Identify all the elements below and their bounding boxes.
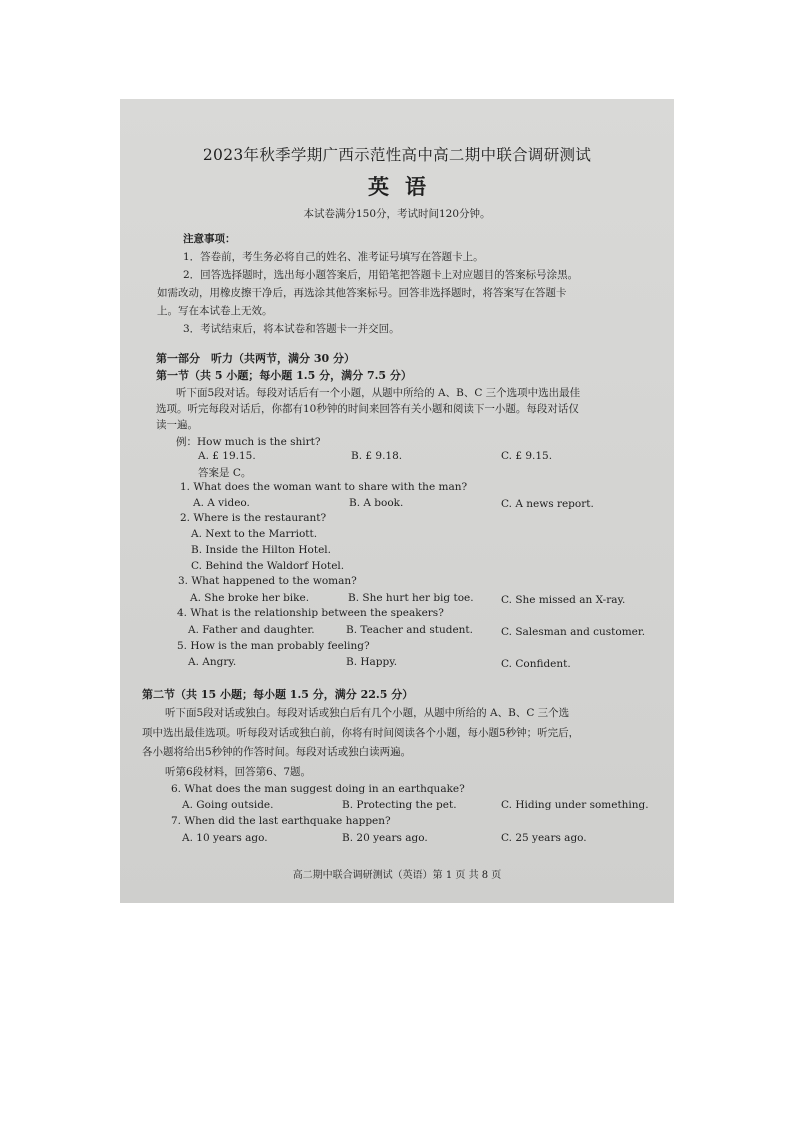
- section1-instruction: 读一遍。: [156, 419, 198, 431]
- page-footer: 高二期中联合调研测试（英语）第 1 页 共 8 页: [292, 870, 502, 881]
- option-b: B. She hurt her big toe.: [348, 592, 474, 604]
- option-b: B. Protecting the pet.: [342, 799, 457, 811]
- option-a: A. Father and daughter.: [188, 624, 315, 636]
- option-a: A. 10 years ago.: [182, 832, 268, 844]
- notice-line: 上。写在本试卷上无效。: [157, 305, 273, 317]
- section2-instruction: 各小题将给出5秒钟的作答时间。每段对话或独白读两遍。: [142, 746, 412, 758]
- option-b: B. 20 years ago.: [342, 832, 428, 844]
- exam-page: [120, 99, 674, 903]
- section2-instruction: 项中选出最佳选项。听每段对话或独白前，你将有时间阅读各个小题，每小题5秒钟；听完后，: [142, 727, 580, 739]
- option-b: B. Teacher and student.: [346, 624, 473, 636]
- section2-instruction: 听下面5段对话或独白。每段对话或独白后有几个小题，从题中所给的 A、B、C 三个选: [165, 707, 570, 719]
- option-c: C. A news report.: [501, 498, 594, 510]
- part1-heading: 第一部分 听力（共两节，满分 30 分）: [156, 352, 355, 365]
- section1-instruction: 选项。听完每段对话后，你都有10秒钟的时间来回答有关小题和阅读下一小题。每段对话仅: [156, 403, 579, 415]
- option-a: A. Going outside.: [182, 799, 274, 811]
- notice-heading: 注意事项：: [183, 233, 236, 245]
- option-b: B. £ 9.18.: [351, 450, 403, 462]
- question-3: 3. What happened to the woman?: [178, 575, 357, 587]
- notice-line: 如需改动，用橡皮擦干净后，再选涂其他答案标号。回答非选择题时，将答案写在答题卡: [157, 287, 567, 299]
- question-4: 4. What is the relationship between the speakers?: [177, 607, 444, 619]
- option-c: C. She missed an X-ray.: [501, 594, 626, 606]
- material-note: 听第6段材料，回答第6、7题。: [165, 766, 312, 778]
- section2-heading: 第二节（共 15 小题；每小题 1.5 分，满分 22.5 分）: [142, 688, 414, 701]
- question-1: 1. What does the woman want to share with the man?: [180, 481, 468, 493]
- option-b: B. Happy.: [346, 656, 398, 668]
- notice-line: 3．考试结束后，将本试卷和答题卡一并交回。: [183, 323, 400, 335]
- option-c: C. Behind the Waldorf Hotel.: [191, 560, 345, 572]
- option-a: A. £ 19.15.: [198, 450, 256, 462]
- notice-line: 1．答卷前，考生务必将自己的姓名、准考证号填写在答题卡上。: [183, 251, 484, 263]
- section1-instruction: 听下面5段对话。每段对话后有一个小题，从题中所给的 A、B、C 三个选项中选出最佳: [176, 387, 581, 399]
- exam-title: 2023年秋季学期广西示范性高中高二期中联合调研测试: [202, 146, 592, 164]
- option-c: C. Salesman and customer.: [501, 626, 646, 638]
- option-a: A. She broke her bike.: [190, 592, 310, 604]
- option-a: A. A video.: [193, 497, 250, 509]
- option-a: A. Next to the Marriott.: [191, 528, 318, 540]
- question-6: 6. What does the man suggest doing in an earthquake?: [171, 783, 465, 795]
- option-b: B. Inside the Hilton Hotel.: [191, 544, 331, 556]
- option-c: C. £ 9.15.: [501, 450, 553, 462]
- exam-note: 本试卷满分150分，考试时间120分钟。: [303, 208, 491, 220]
- option-b: B. A book.: [349, 497, 404, 509]
- section1-heading: 第一节（共 5 小题；每小题 1.5 分，满分 7.5 分）: [156, 369, 412, 382]
- option-a: A. Angry.: [188, 656, 237, 668]
- example-question: 例：How much is the shirt?: [176, 436, 321, 448]
- question-7: 7. When did the last earthquake happen?: [171, 815, 391, 827]
- option-c: C. Hiding under something.: [501, 799, 649, 811]
- option-c: C. 25 years ago.: [501, 832, 587, 844]
- subject-title: 英语: [368, 174, 442, 199]
- example-answer: 答案是 C。: [198, 467, 252, 479]
- question-5: 5. How is the man probably feeling?: [177, 640, 370, 652]
- notice-line: 2．回答选择题时，选出每小题答案后，用铅笔把答题卡上对应题目的答案标号涂黑。: [183, 269, 579, 281]
- option-c: C. Confident.: [501, 658, 571, 670]
- question-2: 2. Where is the restaurant?: [180, 512, 327, 524]
